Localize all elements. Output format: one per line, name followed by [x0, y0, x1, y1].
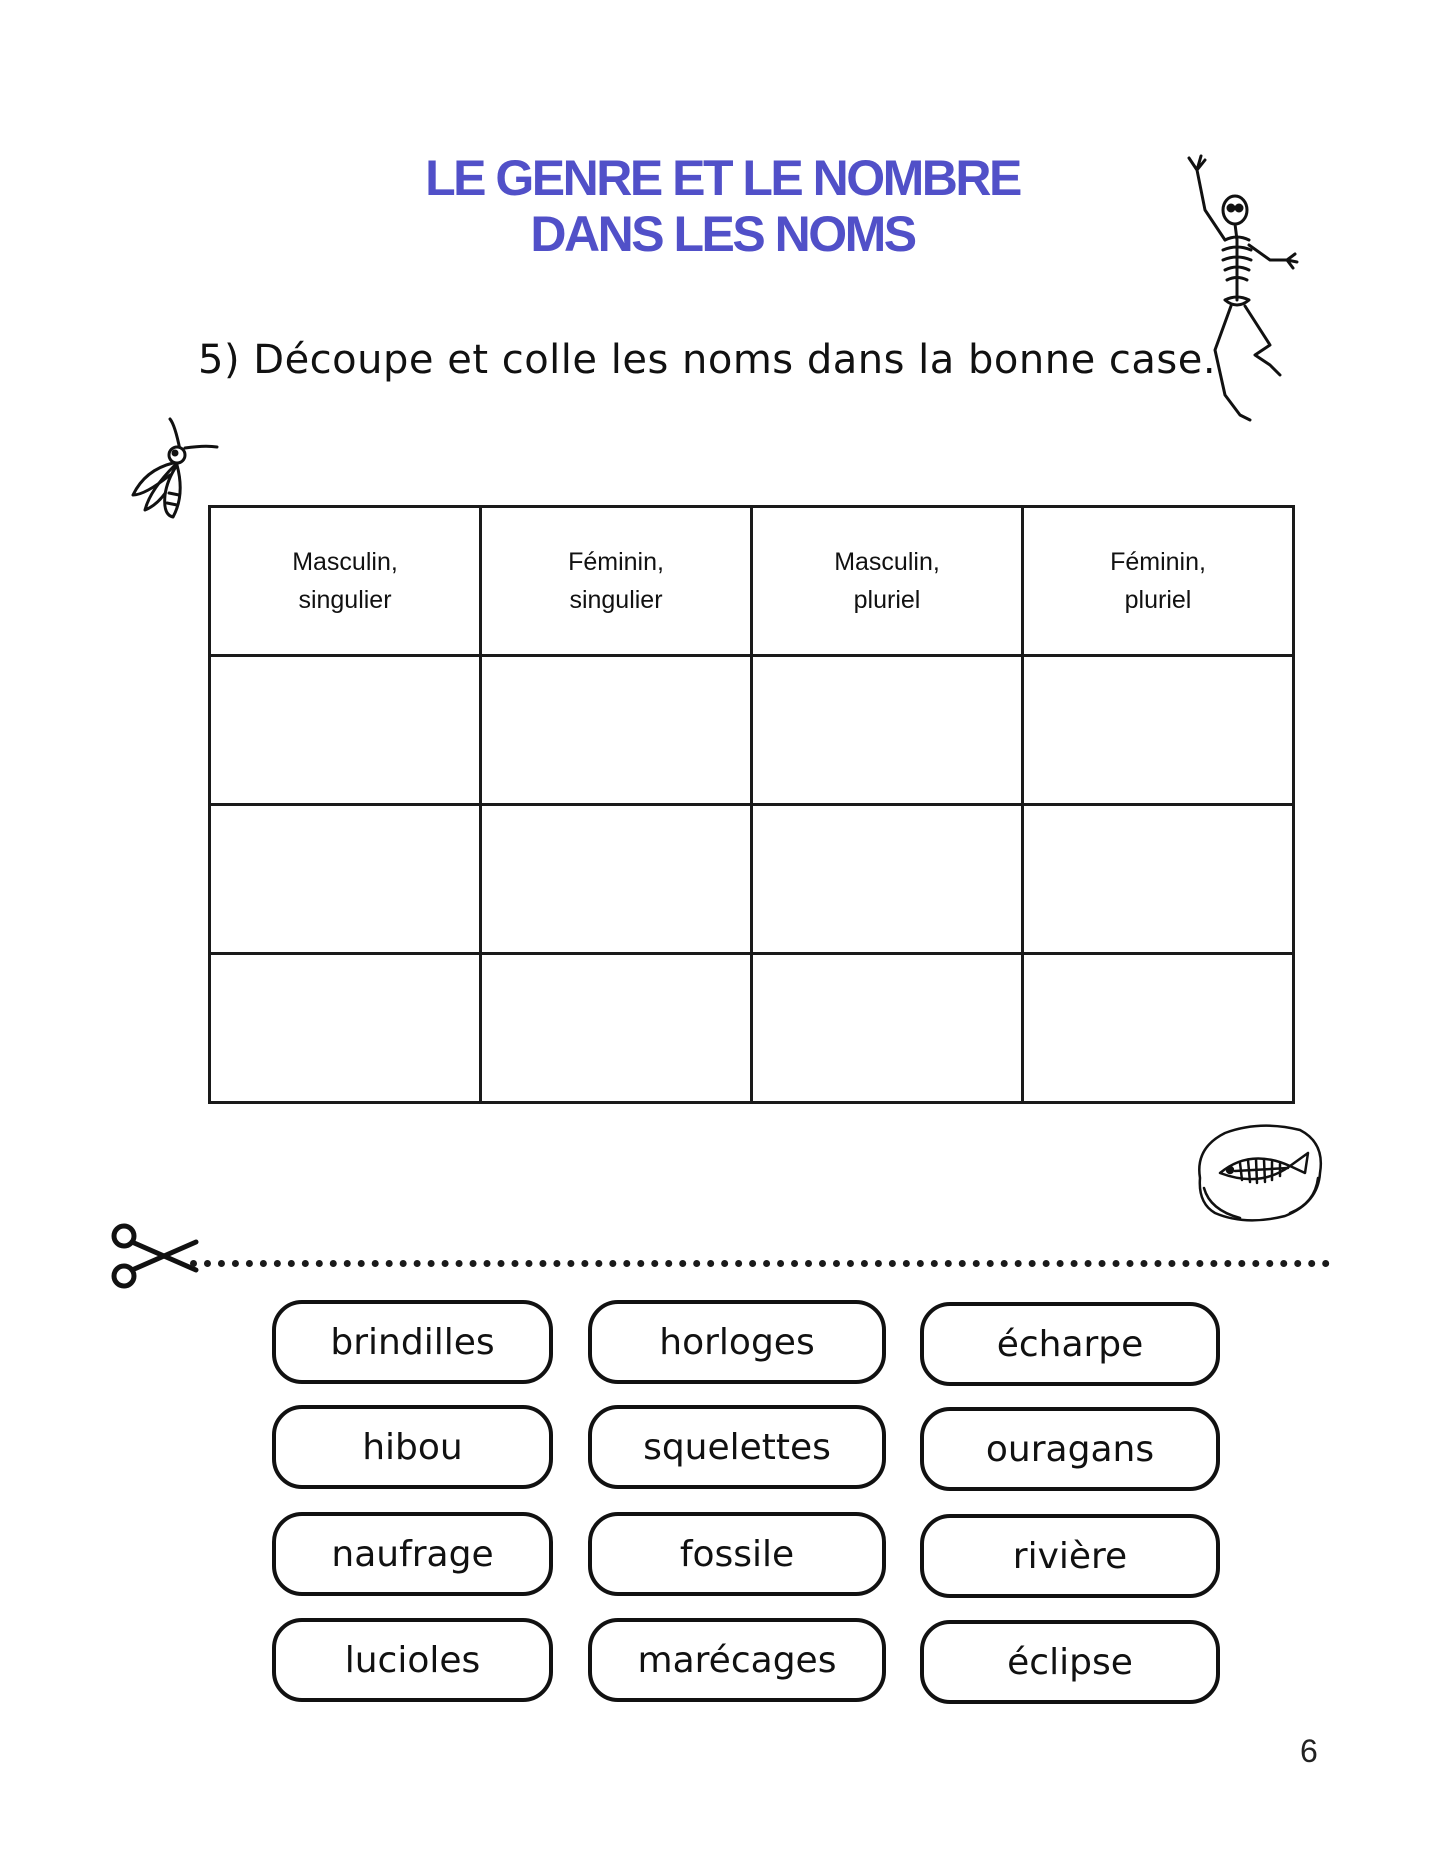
- answer-cell[interactable]: [752, 656, 1023, 805]
- word-chip[interactable]: lucioles: [272, 1618, 553, 1702]
- word-chip[interactable]: horloges: [588, 1300, 886, 1384]
- word-chip[interactable]: brindilles: [272, 1300, 553, 1384]
- header-masculin-pluriel: Masculin, pluriel: [752, 507, 1023, 656]
- word-chip[interactable]: rivière: [920, 1514, 1220, 1598]
- word-chip[interactable]: marécages: [588, 1618, 886, 1702]
- answer-cell[interactable]: [481, 656, 752, 805]
- answer-cell[interactable]: [1023, 805, 1294, 954]
- word-chip[interactable]: ouragans: [920, 1407, 1220, 1491]
- page-number: 6: [1300, 1733, 1318, 1769]
- table-row: [210, 805, 1294, 954]
- header-masculin-singulier: Masculin, singulier: [210, 507, 481, 656]
- header-feminin-pluriel: Féminin, pluriel: [1023, 507, 1294, 656]
- answer-cell[interactable]: [752, 954, 1023, 1103]
- skeleton-icon: [1175, 150, 1300, 430]
- answer-cell[interactable]: [481, 954, 752, 1103]
- sorting-table: [208, 505, 1295, 1104]
- answer-cell[interactable]: [210, 954, 481, 1103]
- word-chip[interactable]: fossile: [588, 1512, 886, 1596]
- word-chip[interactable]: éclipse: [920, 1620, 1220, 1704]
- instruction-text: 5) Découpe et colle les noms dans la bonne case.: [198, 337, 1217, 383]
- table-row: [210, 954, 1294, 1103]
- header-feminin-singulier: Féminin, singulier: [481, 507, 752, 656]
- word-chip[interactable]: écharpe: [920, 1302, 1220, 1386]
- answer-cell[interactable]: [210, 656, 481, 805]
- table-row: [210, 656, 1294, 805]
- answer-cell[interactable]: [481, 805, 752, 954]
- answer-cell[interactable]: [1023, 954, 1294, 1103]
- answer-cell[interactable]: [752, 805, 1023, 954]
- scissors-icon: [108, 1222, 200, 1292]
- word-chip[interactable]: squelettes: [588, 1405, 886, 1489]
- cut-line: [190, 1260, 1330, 1267]
- answer-cell[interactable]: [210, 805, 481, 954]
- firefly-icon: [125, 415, 220, 520]
- title-line-2: DANS LES NOMS: [530, 206, 915, 262]
- word-chip[interactable]: naufrage: [272, 1512, 553, 1596]
- fossil-fish-icon: [1190, 1118, 1330, 1228]
- answer-cell[interactable]: [1023, 656, 1294, 805]
- word-chip[interactable]: hibou: [272, 1405, 553, 1489]
- table-header-row: [210, 507, 1294, 656]
- title-line-1: LE GENRE ET LE NOMBRE: [425, 150, 1020, 206]
